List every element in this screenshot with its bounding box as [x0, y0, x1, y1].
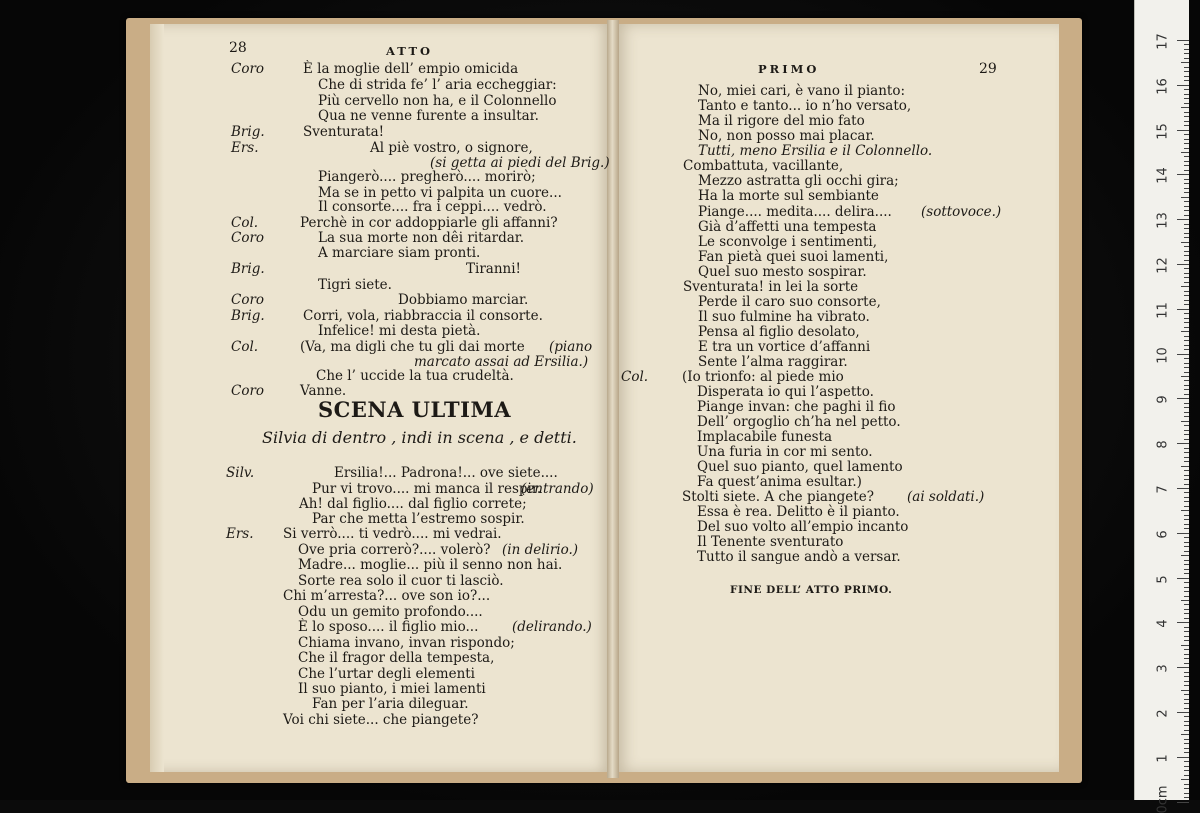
ruler-subtick: [1184, 515, 1189, 516]
verse-line: Stolti siete. A che piangete?: [682, 489, 874, 505]
verse-line: Perde il caro suo consorte,: [698, 294, 881, 310]
ruler-subtick: [1184, 103, 1189, 104]
ruler-subtick: [1184, 139, 1189, 140]
ruler-mark: 17: [1155, 33, 1171, 50]
ruler-tick: [1177, 130, 1189, 131]
ruler-subtick: [1184, 349, 1189, 350]
ruler-tick: [1177, 443, 1189, 444]
ruler-subtick: [1184, 439, 1189, 440]
verse-line: Chiama invano, invan rispondo;: [298, 635, 515, 651]
speaker-label: Ers.: [231, 140, 259, 156]
verse-line: Tigri siete.: [318, 277, 392, 293]
verse-line: Sorte rea solo il cuor ti lasciò.: [298, 573, 504, 589]
verse-line: Qua ne venne furente a insultar.: [318, 108, 539, 124]
ruler-tick: [1177, 85, 1189, 86]
speaker-label: Coro: [231, 61, 265, 77]
verse-line: Fan per l’aria dileguar.: [312, 696, 469, 712]
ruler-subtick: [1184, 797, 1189, 798]
ruler-mark: 3: [1155, 664, 1171, 673]
ruler-subtick: [1181, 62, 1189, 63]
ruler-subtick: [1184, 537, 1189, 538]
ruler-subtick: [1184, 416, 1189, 417]
ruler-subtick: [1184, 380, 1189, 381]
ruler-subtick: [1184, 703, 1189, 704]
ruler-subtick: [1184, 591, 1189, 592]
ruler-subtick: [1184, 573, 1189, 574]
ruler-subtick: [1184, 148, 1189, 149]
ruler-subtick: [1184, 694, 1189, 695]
verse-line: Più cervello non ha, e il Colonnello: [318, 93, 557, 109]
ruler-subtick: [1184, 752, 1189, 753]
verse-line: Odu un gemito profondo....: [298, 604, 483, 620]
ruler-subtick: [1184, 403, 1189, 404]
ruler-mark: 2: [1155, 709, 1171, 718]
verse-line: Al piè vostro, o signore,: [370, 140, 533, 156]
running-header-left: ATTO: [386, 44, 434, 58]
ruler-tick: [1177, 622, 1189, 623]
ruler-subtick: [1184, 224, 1189, 225]
verse-line: Ah! dal figlio.... dal figlio correte;: [299, 496, 527, 512]
ruler-subtick: [1184, 699, 1189, 700]
ruler-subtick: [1181, 286, 1189, 287]
ruler-subtick: [1184, 161, 1189, 162]
verse-line: Ersilia!... Padrona!... ove siete....: [334, 465, 558, 481]
ruler-tick: [1177, 757, 1189, 758]
verse-line: Quel suo mesto sospirar.: [698, 264, 867, 280]
ruler-subtick: [1184, 636, 1189, 637]
stage-direction: (piano: [549, 339, 593, 355]
ruler-subtick: [1184, 788, 1189, 789]
ruler-subtick: [1181, 376, 1189, 377]
verse-line: Vanne.: [300, 383, 347, 399]
ruler-subtick: [1184, 730, 1189, 731]
ruler-subtick: [1184, 627, 1189, 628]
ruler-subtick: [1184, 770, 1189, 771]
ruler-subtick: [1184, 58, 1189, 59]
ruler-mark: 4: [1155, 619, 1171, 629]
scene-title: SCENA ULTIMA: [318, 397, 512, 422]
ruler-subtick: [1184, 448, 1189, 449]
verse-line: Che il fragor della tempesta,: [298, 650, 495, 666]
verse-line: Quel suo pianto, quel lamento: [697, 459, 903, 475]
verse-line: Il suo fulmine ha vibrato.: [698, 309, 870, 325]
verse-line: Implacabile funesta: [697, 429, 833, 445]
stage-direction: (si getta ai piedi del Brig.): [430, 155, 610, 171]
stage-direction: marcato assai ad Ersilia.): [414, 354, 589, 370]
ruler-subtick: [1181, 421, 1189, 422]
verse-line: Piangerò.... pregherò.... morirò;: [318, 169, 536, 185]
ruler-subtick: [1184, 233, 1189, 234]
ruler-mark: 6: [1155, 530, 1171, 539]
ruler-subtick: [1184, 304, 1189, 305]
ruler-subtick: [1184, 528, 1189, 529]
verse-line: Piange invan: che paghi il fio: [697, 399, 896, 415]
ruler-subtick: [1184, 67, 1189, 68]
verse-line: Disperata io qui l’aspetto.: [697, 384, 874, 400]
ruler-subtick: [1184, 475, 1189, 476]
verse-line: Corri, vola, riabbraccia il consorte.: [303, 308, 543, 324]
book-gutter: [607, 20, 619, 778]
ruler-subtick: [1181, 555, 1189, 556]
verse-line: Il suo pianto, i miei lamenti: [298, 681, 486, 697]
ruler-subtick: [1184, 461, 1189, 462]
verse-line: Ma il rigore del mio fato: [698, 113, 865, 129]
verse-line: La sua morte non dêi ritardar.: [318, 230, 525, 246]
ruler-subtick: [1184, 775, 1189, 776]
ruler-mark: 11: [1155, 302, 1171, 319]
end-of-act: FINE DELL’ ATTO PRIMO.: [730, 584, 893, 596]
ruler-subtick: [1184, 524, 1189, 525]
verse-line: Pur vi trovo.... mi manca il respir.: [312, 481, 542, 497]
ruler-mark: 13: [1155, 212, 1171, 229]
ruler-subtick: [1181, 152, 1189, 153]
verse-line: (Va, ma digli che tu gli dai morte: [300, 339, 525, 355]
ruler-subtick: [1181, 690, 1189, 691]
ruler-subtick: [1181, 466, 1189, 467]
ruler-subtick: [1184, 506, 1189, 507]
ruler-subtick: [1184, 640, 1189, 641]
verse-line: È lo sposo.... il figlio mio...: [298, 619, 479, 635]
ruler-subtick: [1184, 793, 1189, 794]
speaker-label: Brig.: [231, 124, 265, 140]
ruler-subtick: [1184, 434, 1189, 435]
ruler-mark: 0cm: [1155, 785, 1171, 813]
ruler-subtick: [1184, 407, 1189, 408]
verse-line: Ove pria correrò?.... volerò?: [298, 542, 491, 558]
verse-line: Il consorte.... fra i ceppi.... vedrò.: [318, 199, 547, 215]
ruler-subtick: [1181, 107, 1189, 108]
ruler-subtick: [1184, 210, 1189, 211]
ruler-mark: 10: [1155, 346, 1171, 364]
ruler-subtick: [1184, 246, 1189, 247]
ruler-subtick: [1184, 546, 1189, 547]
ruler-subtick: [1184, 564, 1189, 565]
verse-line: No, miei cari, è vano il pianto:: [698, 83, 906, 99]
ruler-subtick: [1184, 631, 1189, 632]
verse-line: Sente l’alma raggirar.: [698, 354, 848, 370]
ruler-subtick: [1184, 658, 1189, 659]
verse-line: Il Tenente sventurato: [697, 534, 844, 550]
speaker-label: Coro: [231, 230, 265, 246]
ruler-subtick: [1184, 569, 1189, 570]
ruler-subtick: [1184, 663, 1189, 664]
ruler-tick: [1177, 712, 1189, 713]
ruler-subtick: [1184, 228, 1189, 229]
ruler-subtick: [1184, 255, 1189, 256]
verse-line: Le sconvolge i sentimenti,: [698, 234, 878, 250]
ruler-subtick: [1184, 134, 1189, 135]
ruler-subtick: [1184, 739, 1189, 740]
ruler-tick: [1177, 264, 1189, 265]
ruler-subtick: [1184, 604, 1189, 605]
ruler-subtick: [1184, 618, 1189, 619]
ruler-subtick: [1184, 125, 1189, 126]
ruler-subtick: [1184, 143, 1189, 144]
speaker-label: Brig.: [231, 261, 265, 277]
ruler-subtick: [1181, 645, 1189, 646]
verse-line: Piange.... medita.... delira....: [698, 204, 892, 220]
verse-line: Che l’ uccide la tua crudeltà.: [316, 368, 514, 384]
verse-line: Fan pietà quei suoi lamenti,: [698, 249, 889, 265]
verse-line: E tra un vortice d’affanni: [698, 339, 871, 355]
verse-line: Che l’urtar degli elementi: [298, 666, 476, 682]
ruler-subtick: [1184, 295, 1189, 296]
ruler-subtick: [1184, 327, 1189, 328]
verse-line: Ma se in petto vi palpita un cuore...: [318, 185, 562, 201]
stage-direction: (delirando.): [512, 619, 592, 635]
verse-line: Madre... moglie... più il senno non hai.: [298, 557, 563, 573]
page-number-left: 28: [229, 40, 247, 56]
verse-line: Tanto e tanto... io n’ho versato,: [698, 98, 912, 114]
verse-line: A marciare siam pronti.: [318, 245, 481, 261]
verse-line: (Io trionfo: al piede mio: [682, 369, 844, 385]
ruler-subtick: [1184, 179, 1189, 180]
verse-line: Chi m’arresta?... ove son io?...: [283, 588, 491, 604]
ruler-subtick: [1181, 600, 1189, 601]
ruler-tick: [1177, 802, 1189, 803]
verse-line: Perchè in cor addoppiarle gli affanni?: [300, 215, 558, 231]
ruler-subtick: [1184, 80, 1189, 81]
ruler-subtick: [1184, 389, 1189, 390]
ruler-subtick: [1184, 725, 1189, 726]
ruler-subtick: [1184, 654, 1189, 655]
stage-direction: (ai soldati.): [907, 489, 985, 505]
ruler-subtick: [1181, 242, 1189, 243]
ruler-subtick: [1184, 116, 1189, 117]
stage-direction: (sottovoce.): [921, 204, 1002, 220]
ruler-subtick: [1184, 721, 1189, 722]
ruler-subtick: [1184, 201, 1189, 202]
speaker-label: Col.: [231, 215, 259, 231]
ruler-subtick: [1184, 273, 1189, 274]
ruler-subtick: [1184, 291, 1189, 292]
ruler-subtick: [1184, 49, 1189, 50]
ruler-subtick: [1181, 734, 1189, 735]
ruler-subtick: [1184, 358, 1189, 359]
ruler-subtick: [1184, 492, 1189, 493]
speaker-label: Ers.: [226, 526, 254, 542]
ruler-subtick: [1184, 676, 1189, 677]
verse-line: Mezzo astratta gli occhi gira;: [698, 173, 899, 189]
speaker-label: Col.: [621, 369, 649, 385]
ruler-subtick: [1184, 268, 1189, 269]
ruler-subtick: [1184, 215, 1189, 216]
ruler-subtick: [1184, 237, 1189, 238]
ruler-tick: [1177, 309, 1189, 310]
ruler-subtick: [1184, 336, 1189, 337]
verse-line: Del suo volto all’empio incanto: [697, 519, 909, 535]
ruler-subtick: [1184, 367, 1189, 368]
verse-line: Par che metta l’estremo sospir.: [312, 511, 525, 527]
ruler-subtick: [1184, 188, 1189, 189]
ruler-mark: 1: [1155, 754, 1171, 763]
ruler-subtick: [1184, 743, 1189, 744]
ruler-subtick: [1184, 192, 1189, 193]
ruler-subtick: [1184, 318, 1189, 319]
ruler-subtick: [1184, 94, 1189, 95]
verse-line: Combattuta, vacillante,: [683, 158, 844, 174]
verse-line: Tutto il sangue andò a versar.: [697, 549, 901, 565]
verse-line: Infelice! mi desta pietà.: [318, 323, 481, 339]
ruler-subtick: [1184, 425, 1189, 426]
ruler-mark: 9: [1155, 395, 1171, 405]
ruler-subtick: [1184, 44, 1189, 45]
ruler-subtick: [1184, 363, 1189, 364]
ruler-tick: [1177, 174, 1189, 175]
ruler-tick: [1177, 578, 1189, 579]
verse-line: Ha la morte sul sembiante: [698, 188, 879, 204]
running-header-right: PRIMO: [758, 62, 820, 76]
ruler-tick: [1177, 398, 1189, 399]
ruler-subtick: [1184, 748, 1189, 749]
verse-line: Dell’ orgoglio ch’ha nel petto.: [697, 414, 901, 430]
ruler-subtick: [1184, 542, 1189, 543]
ruler-subtick: [1184, 165, 1189, 166]
ruler-tick: [1177, 533, 1189, 534]
ruler-subtick: [1184, 484, 1189, 485]
ruler-subtick: [1184, 345, 1189, 346]
verse-line: Essa è rea. Delitto è il pianto.: [697, 504, 900, 520]
stage-direction: Tutti, meno Ersilia e il Colonnello.: [698, 143, 933, 159]
ruler-tick: [1177, 40, 1189, 41]
speaker-label: Brig.: [231, 308, 265, 324]
ruler-subtick: [1184, 497, 1189, 498]
ruler-subtick: [1184, 452, 1189, 453]
ruler-mark: 16: [1155, 78, 1171, 95]
ruler-subtick: [1184, 277, 1189, 278]
ruler-subtick: [1184, 76, 1189, 77]
ruler-subtick: [1184, 519, 1189, 520]
ruler-subtick: [1184, 156, 1189, 157]
ruler-mark: 7: [1155, 485, 1171, 494]
speaker-label: Silv.: [226, 465, 255, 481]
verse-line: Sventurata!: [303, 124, 385, 140]
ruler-subtick: [1184, 322, 1189, 323]
measuring-ruler: [1134, 0, 1189, 813]
ruler-subtick: [1184, 340, 1189, 341]
ruler-subtick: [1184, 300, 1189, 301]
speaker-label: Coro: [231, 292, 265, 308]
page-number-right: 29: [979, 61, 997, 77]
ruler-mark: 15: [1155, 122, 1171, 140]
verse-line: Già d’affetti una tempesta: [698, 219, 877, 235]
ruler-subtick: [1184, 183, 1189, 184]
ruler-subtick: [1184, 260, 1189, 261]
ruler-subtick: [1184, 282, 1189, 283]
ruler-subtick: [1181, 331, 1189, 332]
verse-line: Fa quest’anima esultar.): [697, 474, 862, 490]
speaker-label: Coro: [231, 383, 265, 399]
ruler-subtick: [1181, 197, 1189, 198]
verse-line: Si verrò.... ti vedrò.... mi vedrai.: [283, 526, 502, 542]
ruler-subtick: [1184, 394, 1189, 395]
ruler-subtick: [1184, 89, 1189, 90]
ruler-subtick: [1184, 251, 1189, 252]
ruler-subtick: [1184, 560, 1189, 561]
ruler-subtick: [1184, 609, 1189, 610]
ruler-subtick: [1184, 71, 1189, 72]
ruler-subtick: [1184, 98, 1189, 99]
verse-line: Sventurata! in lei la sorte: [683, 279, 859, 295]
ruler-mark: 12: [1155, 257, 1171, 274]
ruler-mark: 8: [1155, 440, 1171, 449]
stage-direction: (entrando): [521, 481, 594, 497]
verse-line: Voi chi siete... che piangete?: [283, 712, 479, 728]
ruler-subtick: [1184, 372, 1189, 373]
ruler-subtick: [1184, 613, 1189, 614]
ruler-subtick: [1184, 685, 1189, 686]
ruler-subtick: [1184, 430, 1189, 431]
ruler-subtick: [1184, 112, 1189, 113]
ruler-subtick: [1184, 470, 1189, 471]
ruler-subtick: [1184, 457, 1189, 458]
ruler-subtick: [1184, 587, 1189, 588]
verse-line: Tiranni!: [466, 261, 521, 277]
ruler-tick: [1177, 354, 1189, 355]
ruler-subtick: [1184, 206, 1189, 207]
ruler-subtick: [1184, 501, 1189, 502]
ruler-subtick: [1184, 582, 1189, 583]
speaker-label: Col.: [231, 339, 259, 355]
verse-line: Pensa al figlio desolato,: [698, 324, 860, 340]
ruler-subtick: [1184, 766, 1189, 767]
ruler-tick: [1177, 667, 1189, 668]
verse-line: È la moglie dell’ empio omicida: [303, 61, 519, 77]
verse-line: Che di strida fe’ l’ aria eccheggiar:: [318, 77, 557, 93]
ruler-subtick: [1184, 649, 1189, 650]
ruler-subtick: [1184, 412, 1189, 413]
stage-direction: (in delirio.): [502, 542, 579, 558]
ruler-tick: [1177, 219, 1189, 220]
ruler-subtick: [1184, 170, 1189, 171]
ruler-subtick: [1184, 708, 1189, 709]
ruler-subtick: [1184, 385, 1189, 386]
ruler-subtick: [1184, 596, 1189, 597]
ruler-subtick: [1184, 784, 1189, 785]
ruler-subtick: [1184, 551, 1189, 552]
ruler-mark: 14: [1155, 167, 1171, 185]
ruler-tick: [1177, 488, 1189, 489]
ruler-subtick: [1184, 313, 1189, 314]
ruler-subtick: [1181, 510, 1189, 511]
ruler-subtick: [1184, 681, 1189, 682]
ruler-subtick: [1184, 479, 1189, 480]
verse-line: Dobbiamo marciar.: [398, 292, 529, 308]
verse-line: Una furia in cor mi sento.: [697, 444, 873, 460]
verse-line: No, non posso mai placar.: [698, 128, 875, 144]
ruler-subtick: [1184, 121, 1189, 122]
ruler-subtick: [1184, 53, 1189, 54]
ruler-subtick: [1181, 779, 1189, 780]
scene-subtitle: Silvia di dentro , indi in scena , e detti.: [262, 428, 577, 447]
ruler-subtick: [1184, 672, 1189, 673]
ruler-mark: 5: [1155, 574, 1171, 584]
ruler-subtick: [1184, 716, 1189, 717]
ruler-subtick: [1184, 761, 1189, 762]
